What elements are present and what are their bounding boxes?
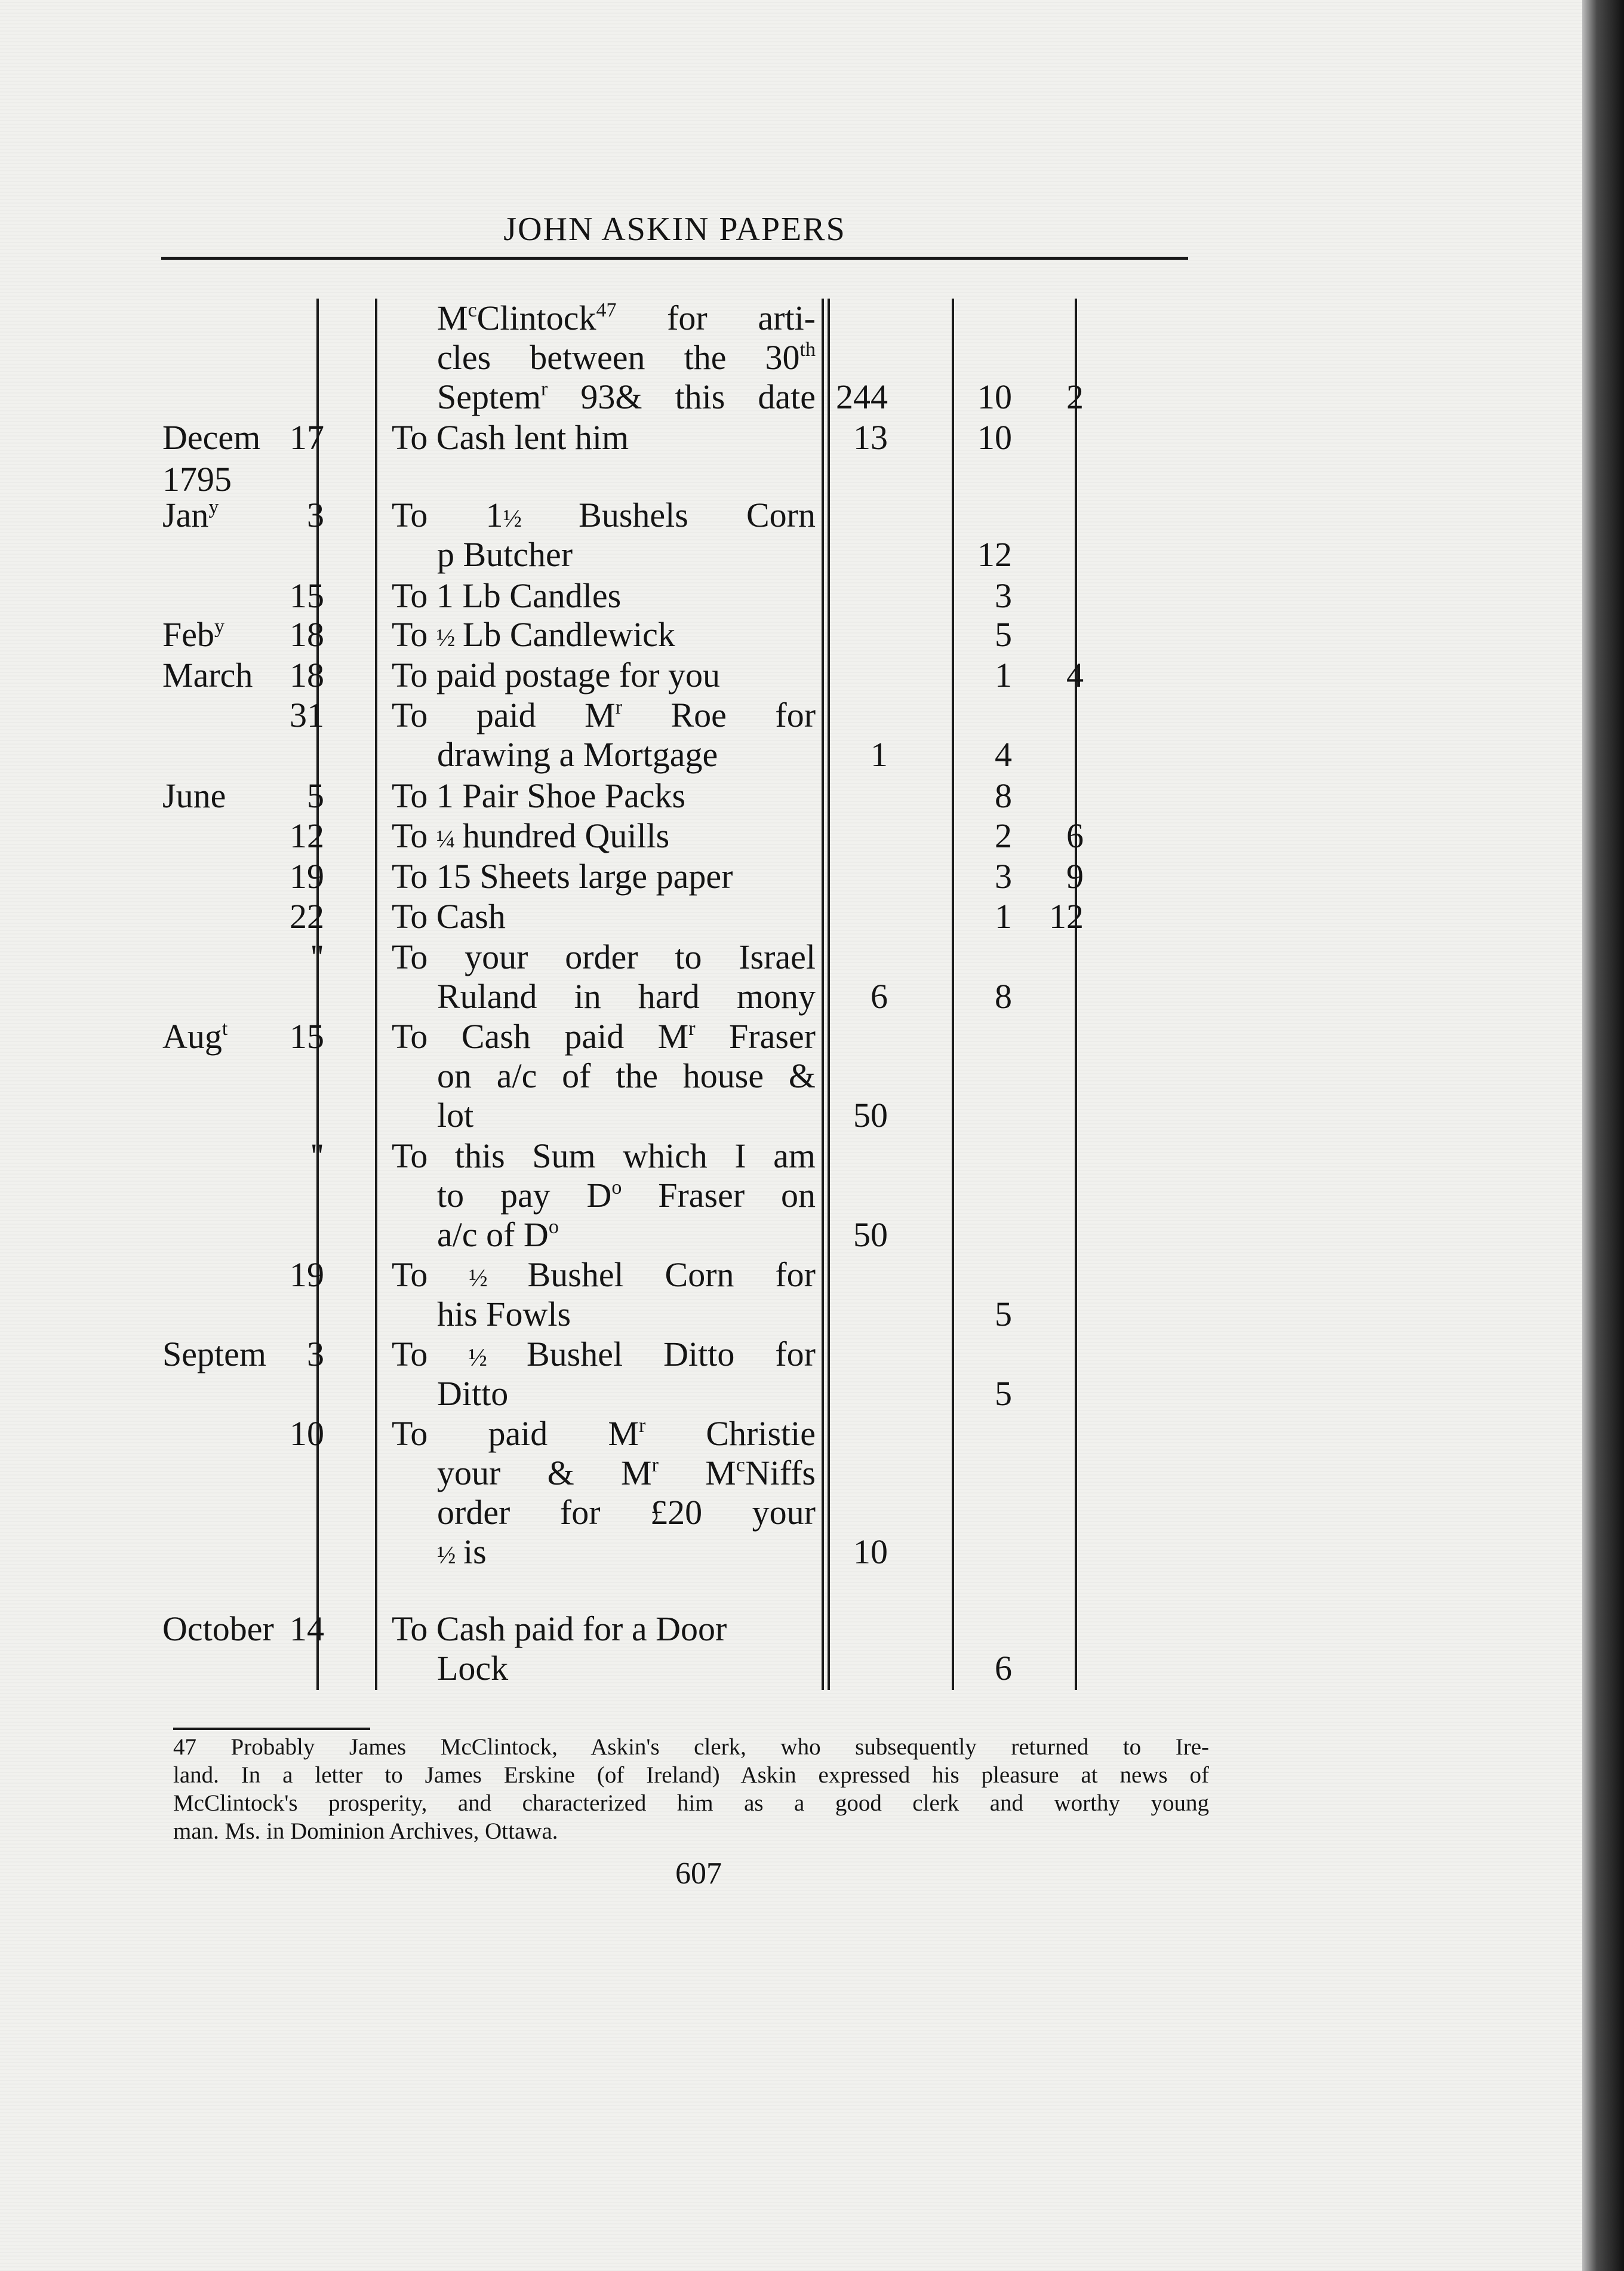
ledger-entry-line: To this Sum which I am: [392, 1136, 816, 1175]
ledger-entry-line: his Fowls: [437, 1295, 571, 1333]
ledger-entry-line: To Cash paid for a Door: [392, 1609, 727, 1648]
ledger-entry-line: Septem$^r$ 93& this date: [437, 377, 816, 416]
ledger-entry-line: To paid postage for you: [392, 656, 721, 694]
ledger-entry-line: To your order to Israel: [392, 938, 816, 976]
ledger-month: Aug$^t$: [162, 1017, 228, 1056]
ledger-shillings: 1: [995, 656, 1012, 694]
ledger-pence: 4: [1066, 656, 1084, 694]
ledger-month: Decem: [162, 418, 261, 457]
ledger-entry-line: your & $M^r$ $M^cNiffs$: [437, 1453, 816, 1492]
ledger-pounds: 244: [836, 377, 888, 416]
ledger-entry-line: a/c of $D^o$: [437, 1215, 559, 1254]
ledger-entry-line: To 1 Lb Candles: [392, 576, 622, 615]
ledger-shillings: 2: [995, 816, 1012, 855]
footnote-line: man. Ms. in Dominion Archives, Ottawa.: [173, 1818, 558, 1844]
header-rule: [161, 257, 1188, 260]
ledger-entry-line: to pay $D^o$ Fraser on: [437, 1176, 816, 1215]
ledger-rule-desc-b: [828, 299, 830, 1690]
ledger-month: June: [162, 776, 226, 815]
ledger-pounds: 50: [853, 1215, 888, 1254]
ledger-rule-desc-a: [822, 299, 824, 1690]
ledger-month: Septem: [162, 1335, 266, 1373]
ledger-day: 17: [290, 418, 324, 457]
ledger-shillings: 4: [995, 735, 1012, 774]
ledger-entry-line: To Cash paid $M^r$ Fraser: [392, 1017, 816, 1056]
footnote-rule: [173, 1728, 370, 1730]
ledger-entry-line: ½ is: [437, 1532, 487, 1571]
ledger-shillings: 6: [995, 1649, 1012, 1688]
ledger-pence: 12: [1049, 897, 1084, 936]
ledger-day: ": [310, 938, 324, 976]
ledger-entry-line: p Butcher: [437, 535, 573, 574]
ledger-day: 3: [307, 496, 324, 534]
ledger-shillings: 8: [995, 776, 1012, 815]
ledger-entry-line: To 15 Sheets large paper: [392, 857, 733, 896]
ledger-entry-line: To ½ Lb Candlewick: [392, 615, 675, 654]
ledger-day: 15: [290, 1017, 324, 1056]
ledger-day: 3: [307, 1335, 324, 1373]
ledger-entry-line: Ruland in hard mony: [437, 977, 816, 1016]
ledger-shillings: 10: [977, 418, 1012, 457]
ledger-entry-line: Ditto: [437, 1374, 509, 1413]
ledger-rule-shillings: [1075, 299, 1077, 1690]
ledger-shillings: 5: [995, 1374, 1012, 1413]
ledger-rule-pounds: [952, 299, 954, 1690]
ledger-entry-line: To Cash lent him: [392, 418, 629, 457]
ledger-entry-line: To ¼ hundred Quills: [392, 816, 670, 855]
ledger-day: 31: [290, 696, 324, 735]
ledger-pence: 2: [1066, 377, 1084, 416]
ledger-entry-line: drawing a Mortgage: [437, 735, 718, 774]
ledger-day: 15: [290, 576, 324, 615]
ledger-pounds: 10: [853, 1532, 888, 1571]
ledger-entry-line: To paid $M^r$ Roe for: [392, 696, 816, 735]
ledger-month: Jan$^y$: [162, 496, 219, 534]
ledger-shillings: 10: [977, 377, 1012, 416]
ledger-day: 19: [290, 1255, 324, 1294]
scan-edge-shadow: [1582, 0, 1624, 2271]
ledger-pounds: 1: [871, 735, 888, 774]
footnote-line: 47 Probably James McClintock, Askin's clerk, who subsequently returned to Ire-: [173, 1734, 1209, 1760]
ledger-day: 10: [290, 1414, 324, 1453]
ledger-entry-line: To paid $M^r$ Christie: [392, 1414, 816, 1453]
ledger-month: Feb$^y$: [162, 615, 224, 654]
ledger-month: 1795: [162, 460, 232, 499]
ledger-shillings: 5: [995, 615, 1012, 654]
ledger-entry-line: To Cash: [392, 897, 506, 936]
ledger-entry-line: order for £20 your: [437, 1493, 816, 1532]
ledger-shillings: 12: [977, 535, 1012, 574]
ledger-entry-line: cles between the 30th: [437, 338, 816, 377]
page-number: 607: [675, 1857, 722, 1891]
ledger-day: 18: [290, 615, 324, 654]
footnote-line: land. In a letter to James Erskine (of Ireland) Askin expressed his pleasure at news of: [173, 1762, 1209, 1788]
ledger-day: 12: [290, 816, 324, 855]
ledger-pence: 6: [1066, 816, 1084, 855]
footnote-line: McClintock's prosperity, and characterized him as a good clerk and worthy young: [173, 1790, 1209, 1816]
ledger-day: 22: [290, 897, 324, 936]
ledger-day: 14: [290, 1609, 324, 1648]
ledger-rule-day: [375, 299, 377, 1690]
ledger-entry-line: on a/c of the house &: [437, 1056, 816, 1095]
ledger-month: March: [162, 656, 253, 694]
ledger-day: 19: [290, 857, 324, 896]
running-head: JOHN ASKIN PAPERS: [503, 211, 846, 248]
ledger-pence: 9: [1066, 857, 1084, 896]
ledger-entry-line: To ½ Bushel Ditto for: [392, 1335, 816, 1373]
ledger-day: ": [310, 1136, 324, 1175]
ledger-shillings: 5: [995, 1295, 1012, 1333]
ledger-shillings: 1: [995, 897, 1012, 936]
ledger-entry-line: To ½ Bushel Corn for: [392, 1255, 816, 1294]
ledger-pounds: 13: [853, 418, 888, 457]
ledger-entry-line: $M^cClintock^{47}$ for arti-: [437, 299, 816, 337]
ledger-entry-line: Lock: [437, 1649, 509, 1688]
ledger-entry-line: lot: [437, 1096, 474, 1135]
ledger-entry-line: To 1 Pair Shoe Packs: [392, 776, 686, 815]
ledger-pounds: 50: [853, 1096, 888, 1135]
ledger-month: October: [162, 1609, 274, 1648]
ledger-day: 5: [307, 776, 324, 815]
ledger-shillings: 3: [995, 857, 1012, 896]
ledger-shillings: 3: [995, 576, 1012, 615]
ledger-entry-line: To 1½ Bushels Corn: [392, 496, 816, 534]
ledger-pounds: 6: [871, 977, 888, 1016]
ledger-day: 18: [290, 656, 324, 694]
ledger-shillings: 8: [995, 977, 1012, 1016]
